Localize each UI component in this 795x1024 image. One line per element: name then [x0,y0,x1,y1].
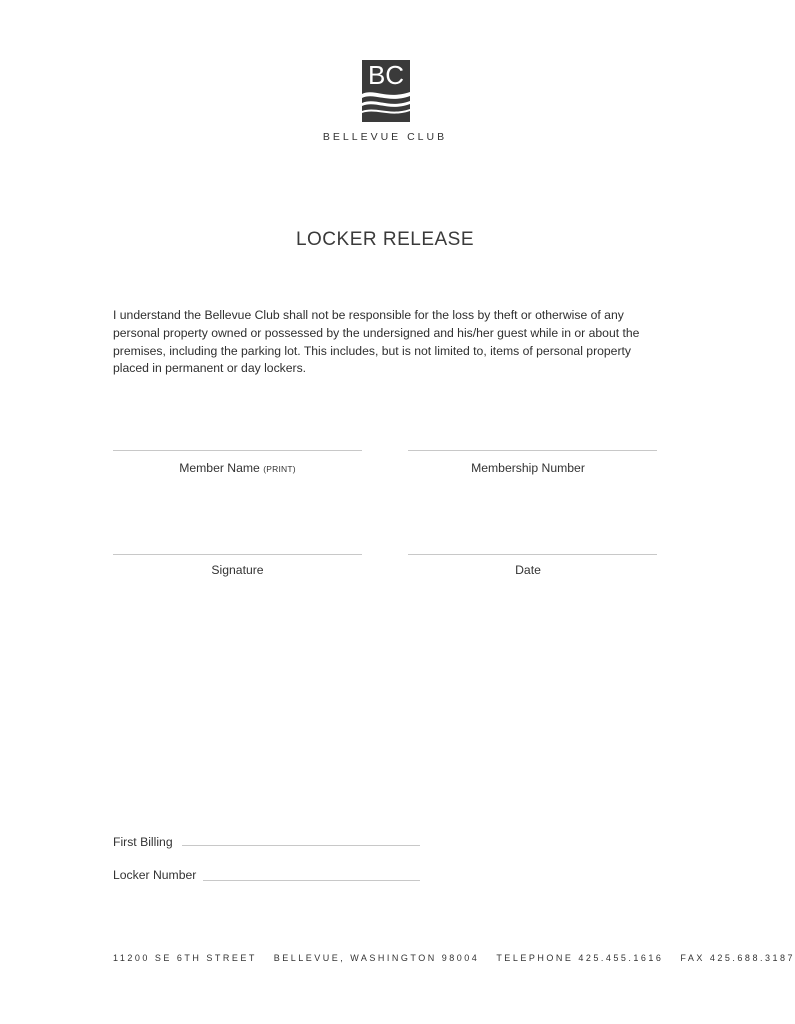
membership-number-line[interactable] [408,450,657,451]
document-title: LOCKER RELEASE [295,229,475,250]
club-name: BELLEVUE CLUB [322,131,448,143]
locker-number-line[interactable] [203,880,420,881]
signature-line[interactable] [113,554,362,555]
release-statement: I understand the Bellevue Club shall not be responsible for the loss by theft or otherwise of any personal property owned or possessed by the undersigned and his/her guest while in or about the premises, including the parking lot. This includes, but is not limited to, items of personal property placed in permanent or day lockers. [113,308,640,376]
date-label: Date [515,563,541,577]
date-line[interactable] [408,554,657,555]
member-name-label [113,461,362,475]
footer-city: BELLEVUE, WASHINGTON 98004 [273,953,480,963]
footer-address: 11200 SE 6TH STREET [113,953,257,963]
locker-number-label: Locker Number [113,868,197,882]
membership-number-label: Membership Number [471,461,585,475]
member-name-text: Member Name [179,461,260,475]
footer-telephone: TELEPHONE 425.455.1616 [496,953,664,963]
footer-contact [113,953,795,963]
first-billing-label: First Billing [113,835,173,849]
logo-letters: BC [367,60,405,90]
bellevue-club-logo [362,60,410,122]
member-name-line[interactable] [113,450,362,451]
footer-fax: FAX 425.688.3187 [680,953,795,963]
signature-label: Signature [211,563,264,577]
first-billing-line[interactable] [182,845,420,846]
member-name-print-note: (PRINT) [263,464,296,474]
